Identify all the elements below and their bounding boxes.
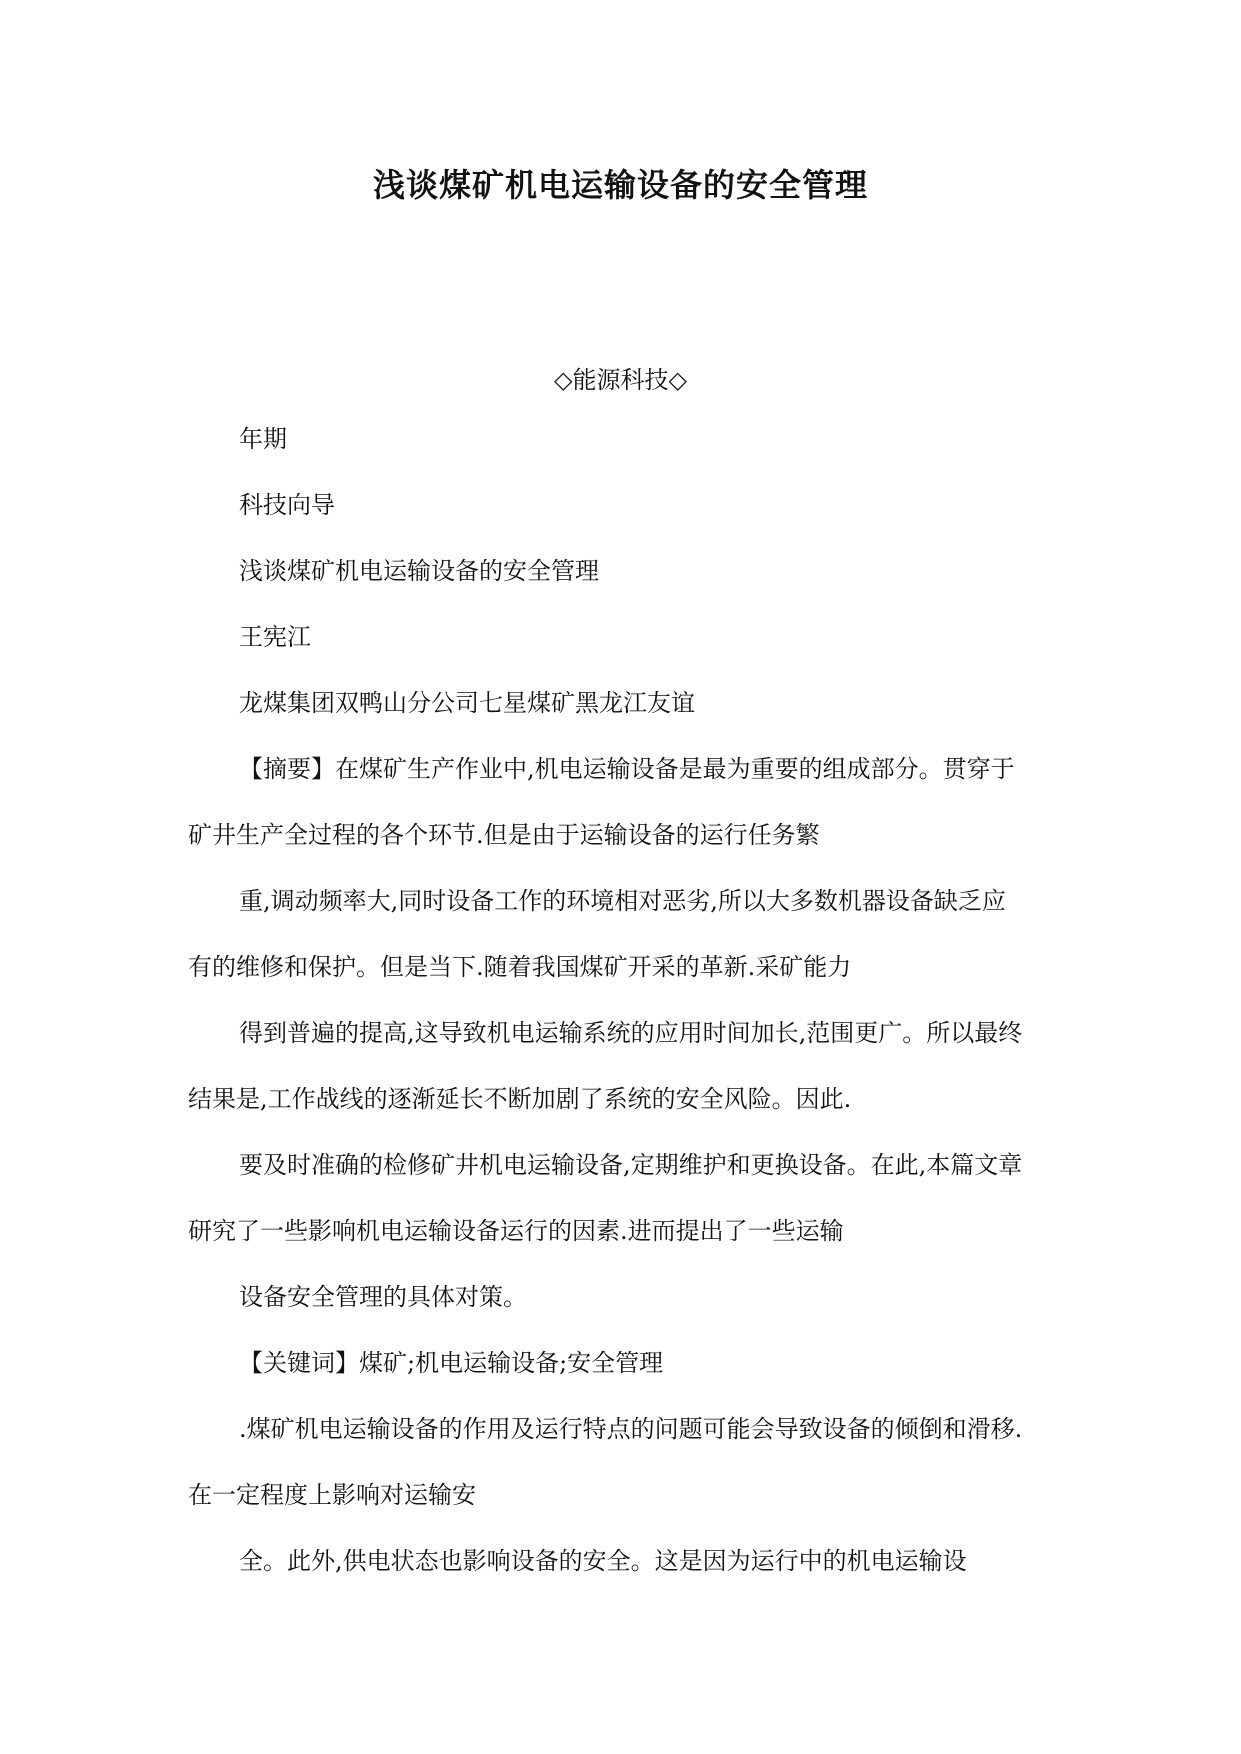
keywords-line: 【关键词】煤矿;机电运输设备;安全管理	[239, 1349, 664, 1377]
body-line: 在一定程度上影响对运输安	[188, 1481, 476, 1509]
author-name: 王宪江	[239, 623, 311, 651]
abstract-line: 结果是,工作战线的逐渐延长不断加剧了系统的安全风险。因此.	[188, 1085, 852, 1113]
section-label: ◇能源科技◇	[554, 366, 687, 394]
column-name: 科技向导	[239, 491, 335, 519]
issue-line: 年期	[239, 425, 287, 453]
abstract-line: 【摘要】在煤矿生产作业中,机电运输设备是最为重要的组成部分。贯穿于	[239, 755, 1015, 783]
abstract-line: 研究了一些影响机电运输设备运行的因素.进而提出了一些运输	[188, 1217, 844, 1245]
article-title: 浅谈煤矿机电运输设备的安全管理	[239, 557, 599, 585]
abstract-line: 有的维修和保护。但是当下.随着我国煤矿开采的革新.采矿能力	[188, 953, 852, 981]
abstract-line: 设备安全管理的具体对策。	[239, 1283, 527, 1311]
body-line: 全。此外,供电状态也影响设备的安全。这是因为运行中的机电运输设	[239, 1547, 967, 1575]
document-title: 浅谈煤矿机电运输设备的安全管理	[372, 166, 868, 204]
abstract-line: 矿井生产全过程的各个环节.但是由于运输设备的运行任务繁	[188, 821, 820, 849]
body-line: .煤矿机电运输设备的作用及运行特点的问题可能会导致设备的倾倒和滑移.	[239, 1415, 1023, 1443]
author-affiliation: 龙煤集团双鸭山分公司七星煤矿黑龙江友谊	[239, 689, 695, 717]
abstract-line: 得到普遍的提高,这导致机电运输系统的应用时间加长,范围更广。所以最终	[239, 1019, 1023, 1047]
abstract-line: 重,调动频率大,同时设备工作的环境相对恶劣,所以大多数机器设备缺乏应	[239, 887, 1006, 915]
abstract-line: 要及时准确的检修矿井机电运输设备,定期维护和更换设备。在此,本篇文章	[239, 1151, 1023, 1179]
